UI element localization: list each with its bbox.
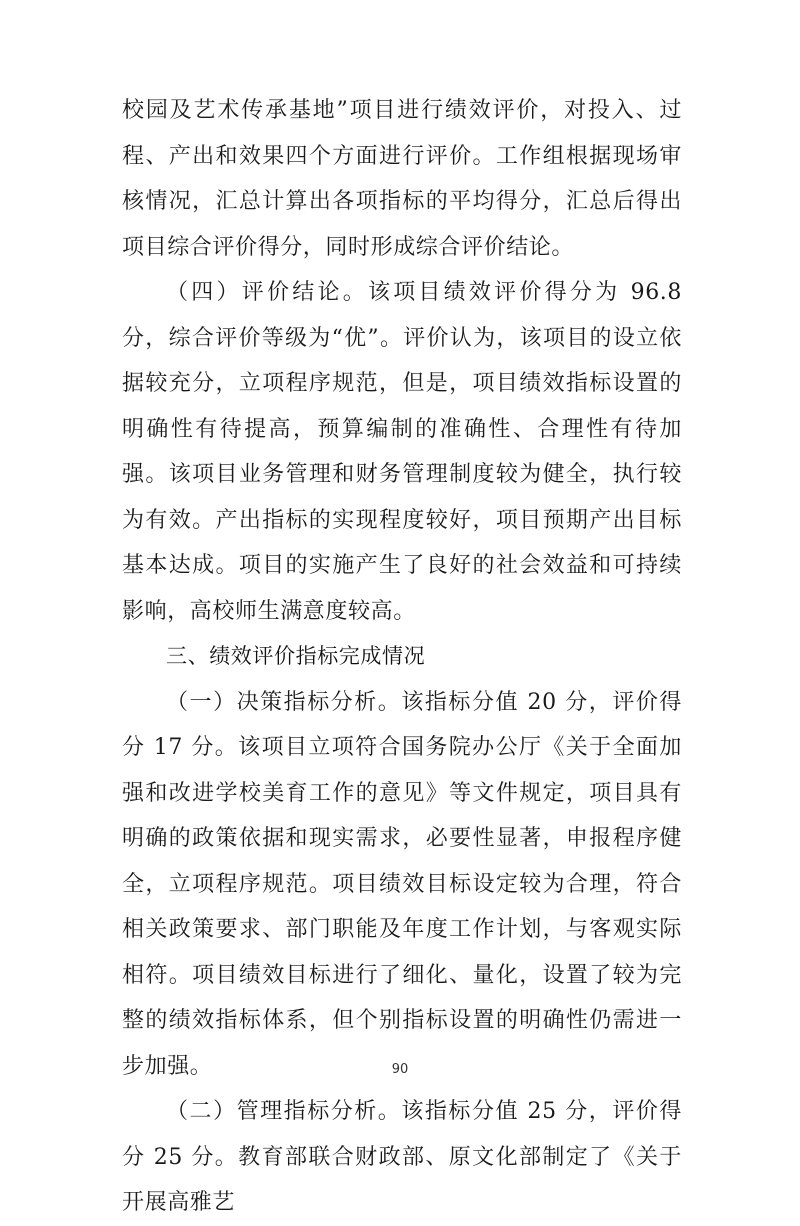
- page-number: 90: [391, 1062, 409, 1077]
- document-page: [122, 88, 682, 1226]
- paragraph-evaluation-conclusion: （四）评价结论。该项目绩效评价得分为 96.8 分，综合评价等级为“优”。评价认为，该项目的设立依据较充分，立项程序规范，但是，项目绩效指标设置的明确性有待提高，预算编制的准确性、合理性有待加强。该项目业务管理和财务管理制度较为健全，执行较为有效。产出指标的实现程度较好，项目预期产出目标基本达成。项目的实施产生了良好的社会效益和可持续影响，高校师生满意度较高。: [122, 280, 682, 624]
- section-heading-indicator-completion: 三、绩效评价指标完成情况: [166, 644, 426, 668]
- paragraph-management-indicator: （二）管理指标分析。该指标分值 25 分，评价得分 25 分。教育部联合财政部、原文化部制定了《关于开展高雅艺: [122, 1099, 682, 1215]
- paragraph-decision-indicator: （一）决策指标分析。该指标分值 20 分，评价得分 17 分。该项目立项符合国务院办公厅《关于全面加强和改进学校美育工作的意见》等文件规定，项目具有明确的政策依据和现实需求，必要性显著，申报程序健全，立项程序规范。项目绩效目标设定较为合理，符合相关政策要求、部门职能及年度工作计划，与客观实际相符。项目绩效目标进行了细化、量化，设置了较为完整的绩效指标体系，但个别指标设置的明确性仍需进一步加强。: [122, 689, 682, 1079]
- paragraph-evaluation-method: 校园及艺术传承基地”项目进行绩效评价，对投入、过程、产出和效果四个方面进行评价。工作组根据现场审核情况，汇总计算出各项指标的平均得分，汇总后得出项目综合评价得分，同时形成综合评价结论。: [122, 98, 682, 260]
